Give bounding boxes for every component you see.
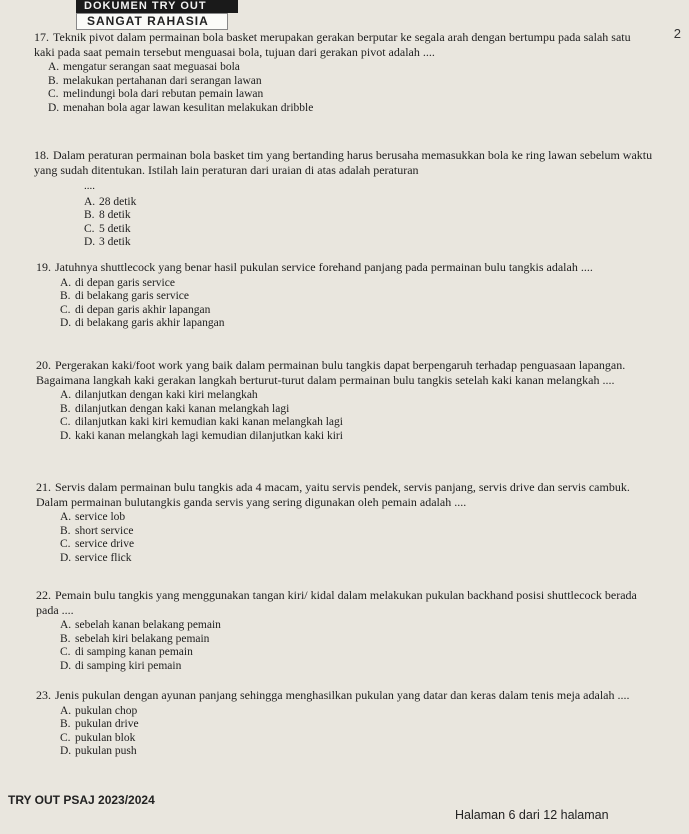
option-a: A. 28 detik <box>84 195 137 208</box>
option-d: D. menahan bola agar lawan kesulitan melakukan dribble <box>48 101 314 114</box>
question-number: 20. <box>36 358 51 372</box>
question-17 <box>34 30 634 115</box>
option-d: D. pukulan push <box>60 745 137 757</box>
option-c: C. pukulan blok <box>60 731 136 744</box>
option-b: B. 8 detik <box>84 209 131 221</box>
option-b: B. pukulan drive <box>60 718 139 730</box>
document-label-top: DOKUMEN TRY OUT <box>76 0 238 13</box>
option-b: B. di belakang garis service <box>60 290 189 302</box>
footer-page-number: Halaman 6 dari 12 halaman <box>455 808 609 822</box>
option-d: D. di samping kiri pemain <box>60 659 182 672</box>
option-c: C. di samping kanan pemain <box>60 646 193 658</box>
option-d: D. di belakang garis akhir lapangan <box>60 317 225 329</box>
question-stem: Teknik pivot dalam permainan bola basket merupakan gerakan berputar ke segala arah dengan bertumpu pada salah satu kaki pada saat pemain tersebut menguasai bola, tujuan dari gerakan pivot adalah .... <box>34 30 631 59</box>
option-b: B. melakukan pertahanan dari serangan lawan <box>48 74 262 87</box>
option-c: C. di depan garis akhir lapangan <box>60 303 211 316</box>
question-19 <box>36 260 654 331</box>
question-stem: Dalam peraturan permainan bola basket tim yang bertanding harus berusaha memasukkan bola ke ring lawan sebelum waktu yang sudah ditentukan. Istilah lain peraturan dari uraian di atas adalah peraturan <box>34 148 653 177</box>
option-a: A. sebelah kanan belakang pemain <box>60 619 221 631</box>
question-stem: Jatuhnya shuttlecock yang benar hasil pukulan service forehand panjang pada permainan bulu tangkis adalah .... <box>55 260 593 274</box>
option-b: B. short service <box>60 524 134 537</box>
question-stem: Pemain bulu tangkis yang menggunakan tangan kiri/ kidal dalam melakukan pukulan backhand posisi shuttlecock berada pada .... <box>36 588 637 617</box>
option-c: C. 5 detik <box>84 222 131 235</box>
option-a: A. mengatur serangan saat meguasai bola <box>48 61 240 73</box>
option-a: A. dilanjutkan dengan kaki kiri melangkah <box>60 389 258 401</box>
option-b: B. dilanjutkan dengan kaki kanan melangkah lagi <box>60 402 290 415</box>
question-ellipsis: .... <box>84 180 95 192</box>
confidential-badge: SANGAT RAHASIA <box>76 13 228 30</box>
question-number: 21. <box>36 480 51 494</box>
question-number: 22. <box>36 588 51 602</box>
question-stem: Servis dalam permainan bulu tangkis ada 4 macam, yaitu servis pendek, servis panjang, servis drive dan servis cambuk. Dalam permainan bulutangkis ganda servis yang sering digunakan oleh pemain adalah .... <box>36 480 630 509</box>
option-c: C. dilanjutkan kaki kiri kemudian kaki kanan melangkah lagi <box>60 416 343 428</box>
footer-exam-title: TRY OUT PSAJ 2023/2024 <box>8 793 155 807</box>
question-number: 17. <box>34 30 49 44</box>
question-stem: Pergerakan kaki/foot work yang baik dalam permainan bulu tangkis dapat berpengaruh terhadap penguasaan lapangan. Bagaimana langkah kaki gerakan langkah berturut-turut dalam permainan bulu tangkis setelah kaki kanan melangkah .... <box>36 358 626 387</box>
question-22 <box>36 588 660 673</box>
option-a: A. pukulan chop <box>60 704 138 717</box>
option-d: D. 3 detik <box>84 236 131 248</box>
option-d: D. service flick <box>60 551 132 564</box>
option-a: A. di depan garis service <box>60 276 175 289</box>
option-c: C. melindungi bola dari rebutan pemain lawan <box>48 88 264 100</box>
question-20 <box>36 358 662 443</box>
option-c: C. service drive <box>60 538 135 550</box>
question-number: 19. <box>36 260 51 274</box>
question-23 <box>36 688 660 759</box>
page-corner-number: 2 <box>673 26 681 41</box>
question-number: 18. <box>34 148 49 162</box>
question-21 <box>36 480 660 565</box>
option-a: A. service lob <box>60 511 126 523</box>
option-d: D. kaki kanan melangkah lagi kemudian dilanjutkan kaki kiri <box>60 429 343 442</box>
question-number: 23. <box>36 688 51 702</box>
question-18 <box>34 148 662 250</box>
option-b: B. sebelah kiri belakang pemain <box>60 632 210 645</box>
question-stem: Jenis pukulan dengan ayunan panjang sehingga menghasilkan pukulan yang datar dan keras dalam tenis meja adalah .... <box>55 688 630 702</box>
